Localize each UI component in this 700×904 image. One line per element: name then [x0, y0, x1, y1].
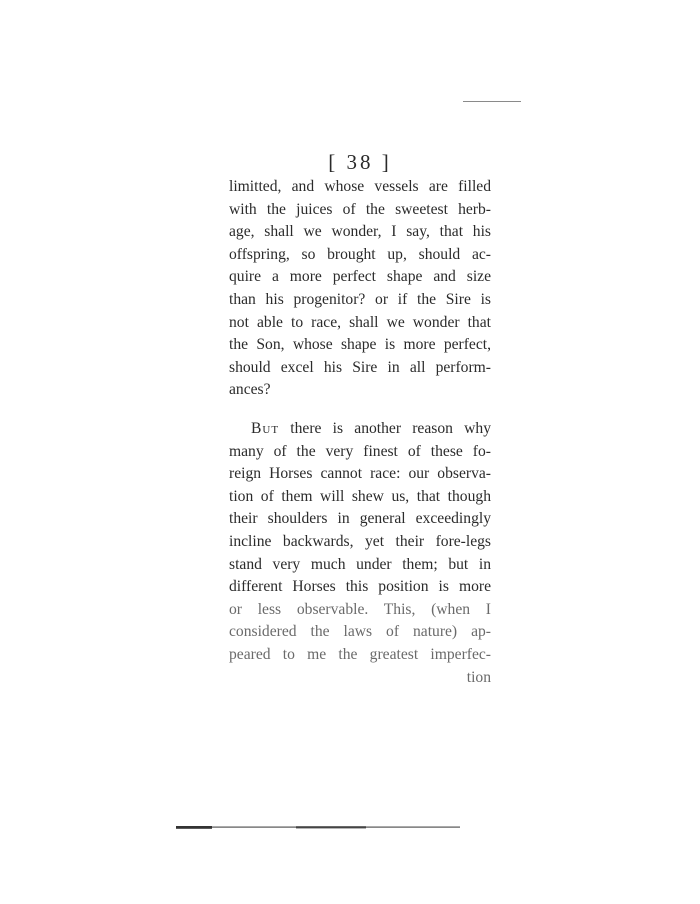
text-line: should excel his Sire in all perform- [229, 358, 491, 376]
text-line: considered the laws of nature) ap- [229, 623, 491, 641]
text-line [229, 418, 491, 441]
text-line: limitted, and whose vessels are filled [229, 178, 491, 195]
bottom-rule [176, 826, 460, 829]
top-rule [463, 101, 521, 102]
page-number: [ 38 ] [328, 150, 392, 174]
text-line: or less observable. This, (when I [229, 600, 491, 618]
text-line: their shoulders in general exceedingly [229, 510, 491, 528]
text-line: than his progenitor? or if the Sire is [229, 290, 491, 308]
lead-line-rest: there is another reason why [279, 420, 491, 437]
text-line: stand very much under them; but in [229, 555, 491, 573]
text-line: the Son, whose shape is more perfect, [229, 336, 491, 354]
text-line: offspring, so brought up, should ac- [229, 245, 491, 263]
text-line: not able to race, shall we wonder that [229, 313, 491, 331]
text-line: reign Horses cannot race: our observa- [229, 465, 491, 483]
text-line: incline backwards, yet their fore-legs [229, 532, 491, 550]
text-line: different Horses this position is more [229, 578, 491, 596]
lead-word: But [251, 420, 280, 437]
text-line: with the juices of the sweetest herb- [229, 200, 491, 218]
paragraph-2 [229, 418, 491, 689]
text-line: age, shall we wonder, I say, that his [229, 223, 491, 241]
text-line: peared to me the greatest imperfec- [229, 645, 491, 663]
text-line: tion of them will shew us, that though [229, 487, 491, 505]
paragraph-1 [229, 176, 491, 402]
text-line: ances? [229, 381, 271, 399]
text-line: many of the very finest of these fo- [229, 442, 491, 460]
text-line: quire a more perfect shape and size [229, 268, 491, 286]
catchword: tion [466, 668, 491, 686]
